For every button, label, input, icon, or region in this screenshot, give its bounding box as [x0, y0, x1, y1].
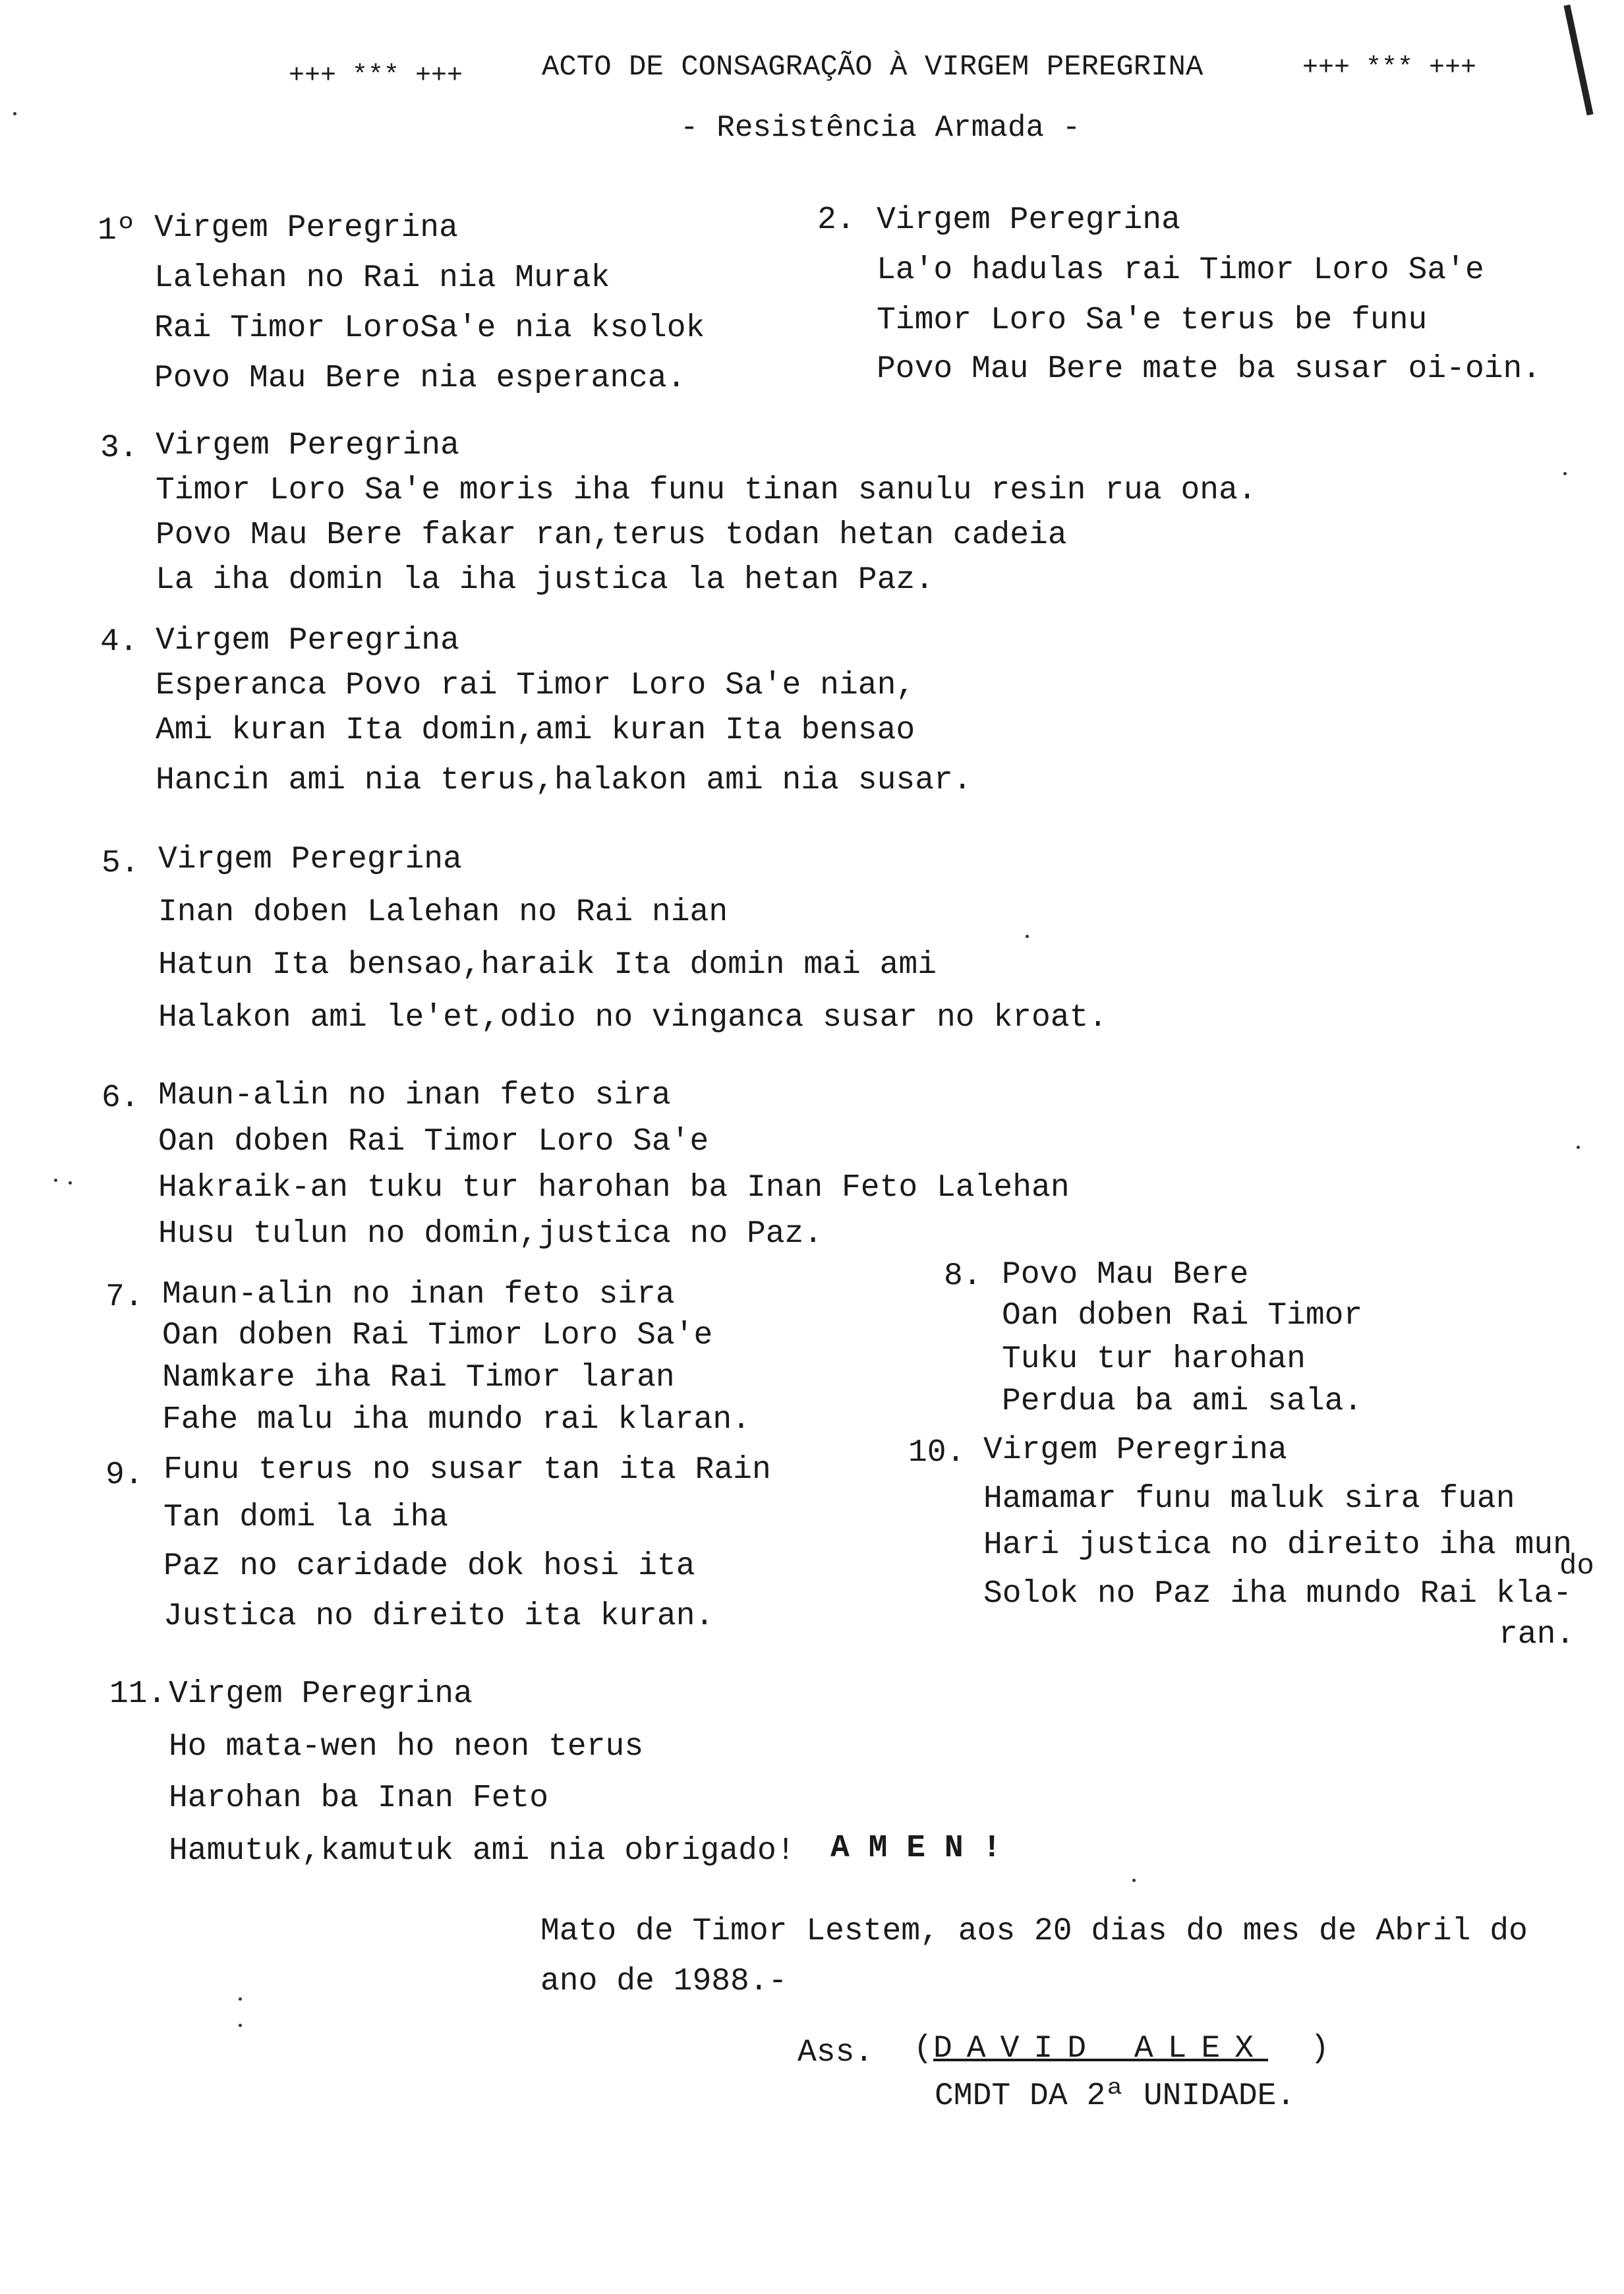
stanza-7-line-4: Fahe malu iha mundo rai klaran.	[162, 1402, 751, 1438]
signature-title: CMDT DA 2ª UNIDADE.	[935, 2078, 1296, 2114]
stanza-1-number: 1º	[98, 213, 136, 249]
signature-open-paren: (	[914, 2031, 933, 2067]
place-date-line-2: ano de 1988.-	[540, 1964, 788, 1999]
scan-edge-mark	[1563, 5, 1593, 115]
stanza-3-number: 3.	[100, 430, 138, 466]
stanza-3-line-2: Timor Loro Sa'e moris iha funu tinan sanulu resin rua ona.	[156, 473, 1257, 508]
stanza-4-line-1: Virgem Peregrina	[156, 623, 459, 659]
header-left-ornament: +++ *** +++	[289, 61, 463, 91]
stanza-7-line-3: Namkare iha Rai Timor laran	[162, 1360, 675, 1396]
stanza-2-line-3: Timor Loro Sa'e terus be funu	[877, 303, 1428, 338]
signature-name: DAVID ALEX	[933, 2031, 1269, 2067]
document-title: ACTO DE CONSAGRAÇÃO À VIRGEM PEREGRINA	[542, 51, 1204, 84]
stanza-5-line-1: Virgem Peregrina	[158, 842, 462, 877]
stanza-11-line-2: Ho mata-wen ho neon terus	[169, 1729, 644, 1765]
stanza-6-line-1: Maun-alin no inan feto sira	[158, 1078, 671, 1113]
stanza-9-line-1: Funu terus no susar tan ita Rain	[163, 1452, 771, 1488]
scan-dot	[239, 1997, 242, 2001]
stanza-6-number: 6.	[102, 1080, 140, 1116]
stanza-10-correction: do	[1559, 1550, 1594, 1583]
stanza-7-line-1: Maun-alin no inan feto sira	[162, 1277, 675, 1312]
scan-dot	[1577, 1146, 1580, 1149]
stanza-4-line-3: Ami kuran Ita domin,ami kuran Ita bensao	[156, 713, 915, 748]
stanza-11-line-3: Harohan ba Inan Feto	[169, 1780, 549, 1816]
stanza-10-line-5: ran.	[1499, 1617, 1575, 1653]
scan-dot	[69, 1181, 72, 1185]
scan-dot	[13, 112, 16, 115]
amen-text: A M E N !	[830, 1831, 1002, 1866]
stanza-5-line-3: Hatun Ita bensao,haraik Ita domin mai ami	[158, 947, 937, 983]
stanza-8-line-4: Perdua ba ami sala.	[1002, 1384, 1363, 1419]
signature-close-paren: )	[1310, 2031, 1329, 2067]
stanza-7-line-2: Oan doben Rai Timor Loro Sa'e	[162, 1318, 713, 1353]
place-date-line-1: Mato de Timor Lestem, aos 20 dias do mes de Abril do	[540, 1914, 1528, 1949]
signature-prefix: Ass.	[798, 2035, 874, 2071]
stanza-11-number: 11.	[109, 1676, 167, 1712]
stanza-2-line-4: Povo Mau Bere mate ba susar oi-oin.	[877, 351, 1542, 387]
stanza-1-line-4: Povo Mau Bere nia esperanca.	[154, 361, 686, 396]
stanza-3-line-1: Virgem Peregrina	[156, 428, 459, 463]
stanza-4-line-4: Hancin ami nia terus,halakon ami nia susar.	[156, 763, 972, 798]
stanza-9-line-3: Paz no caridade dok hosi ita	[163, 1548, 695, 1584]
scan-dot	[239, 2024, 242, 2027]
scan-dot	[1132, 1879, 1136, 1882]
stanza-9-line-4: Justica no direito ita kuran.	[163, 1599, 714, 1634]
stanza-11-line-1: Virgem Peregrina	[169, 1676, 473, 1712]
stanza-8-number: 8.	[944, 1258, 982, 1294]
stanza-1-line-2: Lalehan no Rai nia Murak	[154, 260, 610, 296]
stanza-1-line-3: Rai Timor LoroSa'e nia ksolok	[154, 310, 705, 346]
scan-dot	[1026, 935, 1029, 938]
stanza-8-line-3: Tuku tur harohan	[1002, 1341, 1306, 1377]
stanza-2-line-2: La'o hadulas rai Timor Loro Sa'e	[877, 252, 1484, 288]
stanza-2-line-1: Virgem Peregrina	[877, 202, 1180, 238]
stanza-11-line-4: Hamutuk,kamutuk ami nia obrigado!	[169, 1833, 796, 1869]
document-subtitle: - Resistência Armada -	[680, 111, 1081, 145]
stanza-9-line-2: Tan domi la iha	[163, 1500, 449, 1535]
stanza-8-line-1: Povo Mau Bere	[1002, 1257, 1249, 1293]
stanza-7-number: 7.	[105, 1279, 144, 1315]
stanza-10-line-4: Solok no Paz iha mundo Rai kla-	[983, 1576, 1572, 1612]
stanza-9-number: 9.	[105, 1457, 144, 1493]
stanza-5-line-4: Halakon ami le'et,odio no vinganca susar no kroat.	[158, 1000, 1108, 1036]
stanza-10-line-2: Hamamar funu maluk sira fuan	[983, 1481, 1515, 1517]
stanza-4-number: 4.	[100, 624, 138, 660]
stanza-1-line-1: Virgem Peregrina	[154, 210, 458, 246]
stanza-3-line-3: Povo Mau Bere fakar ran,terus todan hetan cadeia	[156, 517, 1067, 553]
stanza-6-line-3: Hakraik-an tuku tur harohan ba Inan Feto Lalehan	[158, 1170, 1070, 1206]
stanza-6-line-2: Oan doben Rai Timor Loro Sa'e	[158, 1124, 709, 1160]
stanza-10-line-1: Virgem Peregrina	[983, 1432, 1287, 1468]
stanza-4-line-2: Esperanca Povo rai Timor Loro Sa'e nian,	[156, 668, 915, 703]
stanza-5-number: 5.	[102, 846, 140, 881]
scan-dot	[54, 1179, 57, 1182]
scan-dot	[1563, 472, 1567, 475]
stanza-6-line-4: Husu tulun no domin,justica no Paz.	[158, 1216, 823, 1252]
stanza-10-line-3: Hari justica no direito iha mun	[983, 1527, 1572, 1563]
stanza-2-number: 2.	[817, 202, 856, 238]
header-right-ornament: +++ *** +++	[1302, 53, 1477, 83]
stanza-5-line-2: Inan doben Lalehan no Rai nian	[158, 895, 728, 930]
stanza-8-line-2: Oan doben Rai Timor	[1002, 1298, 1363, 1334]
stanza-10-number: 10.	[908, 1435, 966, 1471]
stanza-3-line-4: La iha domin la iha justica la hetan Paz.	[156, 562, 934, 598]
